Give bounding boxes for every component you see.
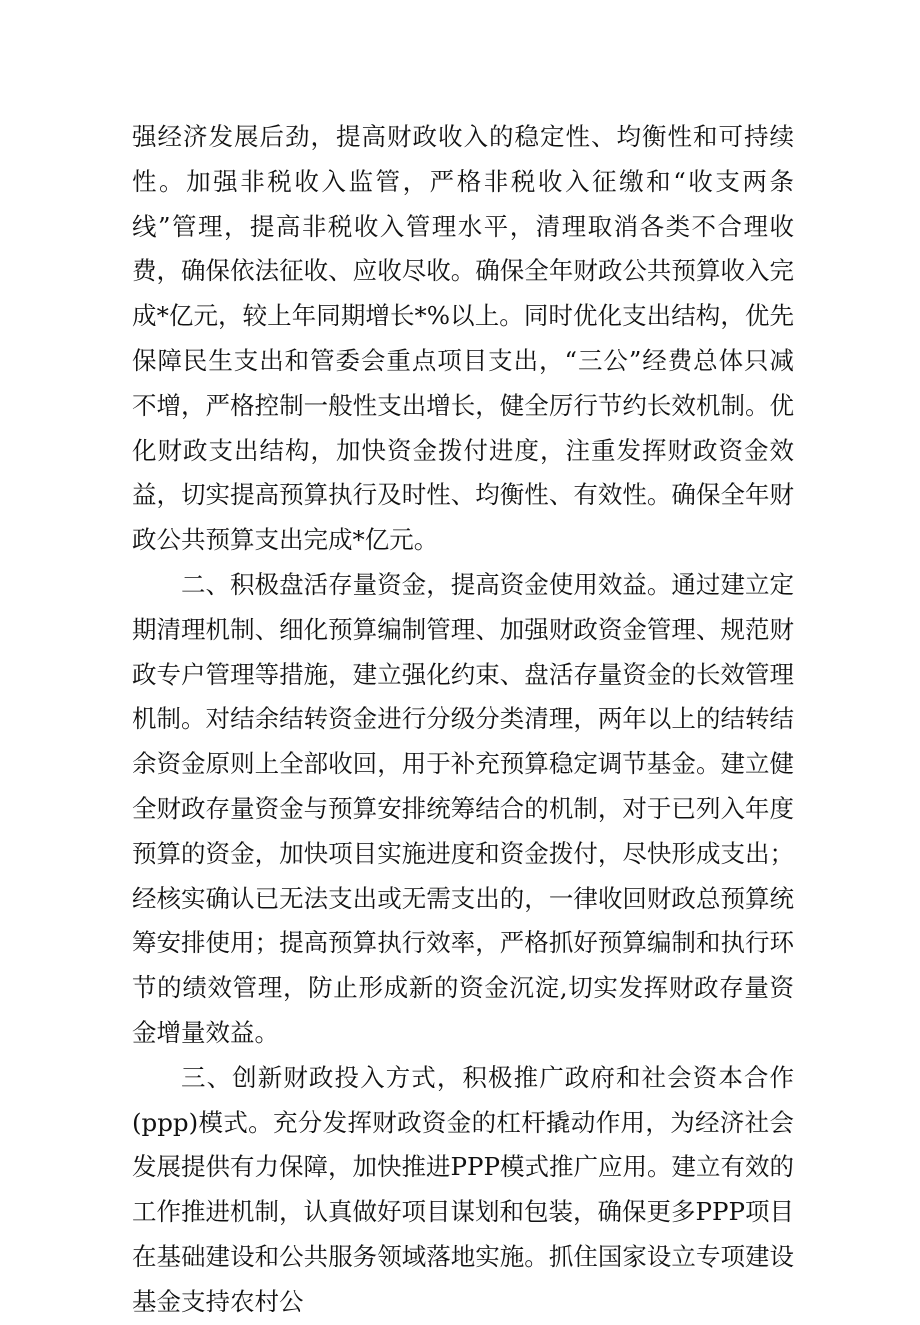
- paragraph-2: 二、积极盘活存量资金，提高资金使用效益。通过建立定期清理机制、细化预算编制管理、加强财政资金管理、规范财政专户管理等措施，建立强化约束、盘活存量资金的长效管理机制。对结余结转资金进行分级分类清理，两年以上的结转结余资金原则上全部收回，用于补充预算稳定调节基金。建立健全财政存量资金与预算安排统筹结合的机制，对于已列入年度预算的资金，加快项目实施进度和资金拨付，尽快形成支出；经核实确认已无法支出或无需支出的，一律收回财政总预算统筹安排使用；提高预算执行效率，严格抓好预算编制和执行环节的绩效管理，防止形成新的资金沉淀,切实发挥财政存量资金增量效益。: [132, 569, 794, 1047]
- document-body: [132, 115, 794, 1325]
- paragraph-3: 三、创新财政投入方式，积极推广政府和社会资本合作(ppp)模式。充分发挥财政资金的杠杆撬动作用，为经济社会发展提供有力保障，加快推进PPP模式推广应用。建立有效的工作推进机制，认真做好项目谋划和包装，确保更多PPP项目在基础建设和公共服务领域落地实施。抓住国家设立专项建设基金支持农村公: [132, 1062, 794, 1316]
- paragraph-1: 强经济发展后劲，提高财政收入的稳定性、均衡性和可持续性。加强非税收入监管，严格非税收入征缴和“收支两条线”管理，提高非税收入管理水平，清理取消各类不合理收费，确保依法征收、应收尽收。确保全年财政公共预算收入完成*亿元，较上年同期增长*%以上。同时优化支出结构，优先保障民生支出和管委会重点项目支出，“三公”经费总体只减不增，严格控制一般性支出增长，健全厉行节约长效机制。优化财政支出结构，加快资金拨付进度，注重发挥财政资金效益，切实提高预算执行及时性、均衡性、有效性。确保全年财政公共预算支出完成*亿元。: [132, 122, 794, 555]
